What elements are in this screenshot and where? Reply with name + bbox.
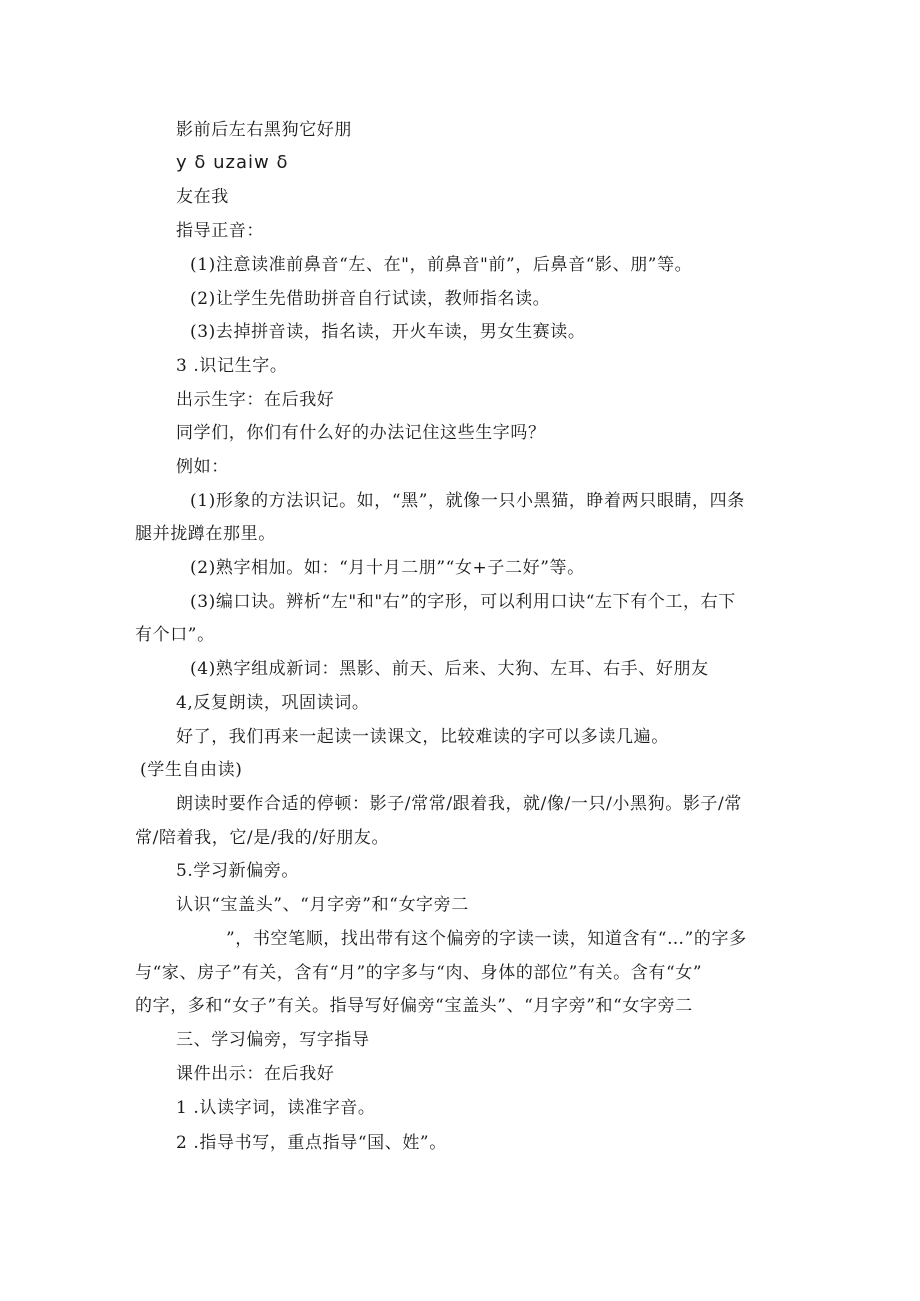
text-line: (2)熟字相加。如：“月十月二朋”“女+子二好”等。	[190, 558, 585, 578]
text-line: 的字，多和“女子”有关。指导写好偏旁“宝盖头”、“月字旁”和“女字旁二	[135, 996, 693, 1016]
text-line: 1 .认读字词，读准字音。	[176, 1098, 376, 1118]
text-line: (学生自由读)	[140, 760, 243, 780]
text-line: 出示生字：在后我好	[176, 390, 335, 410]
text-line: 认识“宝盖头”、“月字旁”和“女字旁二	[176, 895, 469, 915]
section-heading: 4,反复朗读，巩固读词。	[176, 693, 370, 713]
pinyin-line: y δ uzaiw δ	[176, 152, 289, 173]
text-line: (3)编口诀。辨析“左"和"右”的字形，可以利用口诀“左下有个工，右下	[190, 592, 736, 612]
section-heading: 3 .识记生字。	[176, 356, 288, 376]
text-line: (3)去掉拼音读，指名读，开火车读，男女生赛读。	[190, 322, 586, 342]
text-line: 腿并拢蹲在那里。	[135, 524, 276, 544]
text-line: 与“家、房子”有关，含有“月”的字多与“肉、身体的部位”有关。含有“女”	[135, 963, 703, 983]
section-heading: 5.学习新偏旁。	[176, 861, 300, 881]
text-line: 有个口”。	[135, 625, 215, 645]
text-line: 指导正音：	[176, 221, 264, 241]
text-line: ”，书空笔顺，找出带有这个偏旁的字读一读，知道含有“…”的字多	[226, 929, 747, 949]
text-line: (1)形象的方法识记。如，“黑”，就像一只小黑猫，睁着两只眼睛，四条	[190, 491, 745, 511]
text-line: (1)注意读准前鼻音“左、在"，前鼻音"前”，后鼻音“影、朋”等。	[190, 255, 693, 275]
text-line: 2 .指导书写，重点指导“国、姓”。	[176, 1133, 447, 1153]
text-line: 影前后左右黑狗它好朋	[176, 120, 352, 140]
text-line: 课件出示：在后我好	[176, 1064, 335, 1084]
text-line: 例如：	[176, 457, 229, 477]
text-line: 好了，我们再来一起读一读课文，比较难读的字可以多读几遍。	[176, 727, 669, 747]
text-line: 朗读时要作合适的停顿：影子/常常/跟着我，就/像/一只/小黑狗。影子/常	[176, 794, 742, 814]
text-line: (4)熟字组成新词：黑影、前天、后来、大狗、左耳、右手、好朋友	[190, 659, 709, 679]
text-line: (2)让学生先借助拼音自行试读，教师指名读。	[190, 289, 551, 309]
section-heading: 三、学习偏旁，写字指导	[176, 1030, 370, 1050]
text-line: 友在我	[176, 187, 229, 207]
text-line: 同学们，你们有什么好的办法记住这些生字吗？	[176, 423, 546, 443]
text-line: 常/陪着我，它/是/我的/好朋友。	[135, 828, 390, 848]
